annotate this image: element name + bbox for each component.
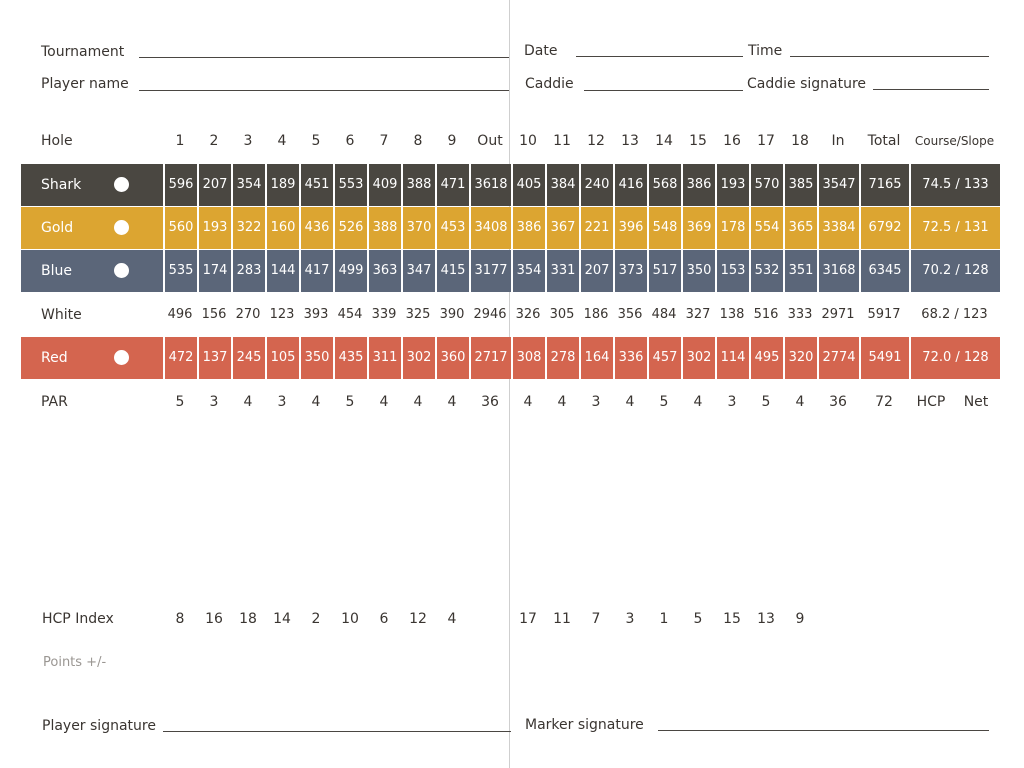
header-col-out: Out [477,133,503,149]
yardage-cell: 351 [783,250,817,292]
yardage-cell: 311 [367,337,401,379]
tournament-field[interactable] [139,57,509,58]
yardage-cell: 153 [715,250,749,292]
hcp-index-cell: 2 [311,611,321,627]
fold-line [509,0,510,768]
header-col-16: 16 [723,133,741,149]
hcp-index-cell: 5 [693,611,703,627]
par-cell: 4 [625,394,635,410]
yardage-cell: 240 [579,164,613,206]
header-col-total: Total [867,133,901,149]
yardage-cell: 3168 [817,250,859,292]
tee-row-red [21,337,1000,379]
yardage-cell: 3408 [469,207,511,249]
player-signature-field[interactable] [163,731,511,732]
yardage-cell: 367 [545,207,579,249]
yardage-cell: 435 [333,337,367,379]
yardage-cell: 6792 [859,207,909,249]
player-name-label: Player name [41,76,129,92]
yardage-cell: 388 [401,164,435,206]
header-col-3: 3 [243,133,253,149]
yardage-cell: 472 [163,337,197,379]
yardage-cell: 360 [435,337,469,379]
yardage-cell: 245 [231,337,265,379]
caddie-signature-field[interactable] [873,89,989,90]
yardage-cell: 105 [265,337,299,379]
header-col-9: 9 [447,133,457,149]
header-col-15: 15 [689,133,707,149]
yardage-cell: 471 [435,164,469,206]
header-col-11: 11 [553,133,571,149]
par-cell: 4 [693,394,703,410]
yardage-cell: 123 [269,307,295,322]
yardage-cell: 72.0 / 128 [909,337,1000,379]
player-signature-label: Player signature [42,718,156,734]
yardage-cell: 517 [647,250,681,292]
header-col-6: 6 [345,133,355,149]
yardage-cell: 2946 [473,307,507,322]
yardage-cell: 548 [647,207,681,249]
hcp-index-label: HCP Index [42,611,114,627]
tee-marker-dot [114,220,129,235]
yardage-cell: 325 [405,307,431,322]
yardage-cell: 270 [235,307,261,322]
header-col-4: 4 [277,133,287,149]
hcp-index-cell: 6 [379,611,389,627]
yardage-cell: 3384 [817,207,859,249]
par-cell: 5 [761,394,771,410]
header-col-in: In [831,133,845,149]
yardage-cell: 189 [265,164,299,206]
par-cell: 3 [209,394,219,410]
par-cell: 3 [727,394,737,410]
yardage-cell: 178 [715,207,749,249]
date-label: Date [524,43,558,59]
yardage-cell: 365 [783,207,817,249]
par-cell: 3 [591,394,601,410]
yardage-cell: 396 [613,207,647,249]
tee-marker-dot [114,350,129,365]
yardage-cell: 2971 [821,307,855,322]
yardage-cell: 331 [545,250,579,292]
yardage-cell: 72.5 / 131 [909,207,1000,249]
yardage-cell: 369 [681,207,715,249]
header-col-14: 14 [655,133,673,149]
par-cell: 4 [557,394,567,410]
par-cell: 36 [829,394,847,410]
hcp-index-cell: 15 [723,611,741,627]
hcp-index-cell: 13 [757,611,775,627]
yardage-cell: 160 [265,207,299,249]
hcp-index-cell: 8 [175,611,185,627]
yardage-cell: 302 [681,337,715,379]
yardage-cell: 388 [367,207,401,249]
tee-name: Blue [41,263,72,279]
yardage-cell: 278 [545,337,579,379]
tee-name: Gold [41,220,74,236]
header-col-18: 18 [791,133,809,149]
yardage-cell: 6345 [859,250,909,292]
yardage-cell: 333 [787,307,813,322]
yardage-cell: 70.2 / 128 [909,250,1000,292]
header-col-5: 5 [311,133,321,149]
yardage-cell: 363 [367,250,401,292]
yardage-cell: 339 [371,307,397,322]
tee-row-blue [21,250,1000,292]
yardage-cell: 384 [545,164,579,206]
marker-signature-field[interactable] [658,730,989,731]
yardage-cell: 3547 [817,164,859,206]
yardage-cell: 193 [197,207,231,249]
points-label: Points +/- [43,655,107,670]
yardage-cell: 526 [333,207,367,249]
yardage-cell: 186 [583,307,609,322]
yardage-cell: 553 [333,164,367,206]
header-col-8: 8 [413,133,423,149]
net-header: Net [963,394,989,410]
hole-header: Hole [41,133,73,149]
tee-marker-dot [114,263,129,278]
time-field[interactable] [790,56,989,57]
par-cell: 5 [345,394,355,410]
yardage-cell: 354 [511,250,545,292]
yardage-cell: 405 [511,164,545,206]
par-label: PAR [41,394,68,410]
yardage-cell: 320 [783,337,817,379]
yardage-cell: 322 [231,207,265,249]
hcp-index-cell: 7 [591,611,601,627]
player-name-field[interactable] [139,90,509,91]
yardage-cell: 386 [681,164,715,206]
yardage-cell: 451 [299,164,333,206]
par-cell: 5 [659,394,669,410]
yardage-cell: 568 [647,164,681,206]
yardage-cell: 3618 [469,164,511,206]
hcp-index-cell: 17 [519,611,537,627]
par-cell: 4 [523,394,533,410]
hcp-index-cell: 9 [795,611,805,627]
caddie-signature-label: Caddie signature [747,76,867,92]
yardage-cell: 144 [265,250,299,292]
yardage-cell: 535 [163,250,197,292]
hcp-index-cell: 4 [447,611,457,627]
yardage-cell: 283 [231,250,265,292]
tee-name: Red [41,350,68,366]
hcp-header: HCP [916,394,946,410]
hcp-index-cell: 16 [205,611,223,627]
header-col-course-slope: Course/Slope [914,134,995,148]
par-cell: 4 [311,394,321,410]
yardage-cell: 207 [579,250,613,292]
header-col-1: 1 [175,133,185,149]
header-col-7: 7 [379,133,389,149]
yardage-cell: 436 [299,207,333,249]
yardage-cell: 417 [299,250,333,292]
yardage-cell: 5917 [867,307,901,322]
yardage-cell: 326 [515,307,541,322]
header-col-12: 12 [587,133,605,149]
yardage-cell: 221 [579,207,613,249]
yardage-cell: 454 [337,307,363,322]
yardage-cell: 554 [749,207,783,249]
par-cell: 4 [795,394,805,410]
caddie-label: Caddie [525,76,574,92]
par-cell: 4 [379,394,389,410]
yardage-cell: 207 [197,164,231,206]
hcp-index-cell: 18 [239,611,257,627]
header-col-10: 10 [519,133,537,149]
tee-row-white [21,294,1000,336]
hcp-index-cell: 12 [409,611,427,627]
yardage-cell: 416 [613,164,647,206]
caddie-field[interactable] [584,90,743,91]
yardage-cell: 114 [715,337,749,379]
par-row [0,391,1024,413]
yardage-cell: 532 [749,250,783,292]
par-cell: 5 [175,394,185,410]
yardage-cell: 74.5 / 133 [909,164,1000,206]
tee-row-shark [21,164,1000,206]
yardage-cell: 390 [439,307,465,322]
header-col-13: 13 [621,133,639,149]
yardage-cell: 350 [299,337,333,379]
yardage-cell: 347 [401,250,435,292]
yardage-cell: 174 [197,250,231,292]
yardage-cell: 2774 [817,337,859,379]
yardage-cell: 495 [749,337,783,379]
par-cell: 4 [243,394,253,410]
par-cell: 36 [481,394,499,410]
par-cell: 4 [413,394,423,410]
hcp-index-cell: 11 [553,611,571,627]
yardage-cell: 336 [613,337,647,379]
yardage-cell: 386 [511,207,545,249]
hcp-index-cell: 14 [273,611,291,627]
yardage-cell: 7165 [859,164,909,206]
yardage-cell: 356 [617,307,643,322]
yardage-cell: 193 [715,164,749,206]
tee-row-gold [21,207,1000,249]
hcp-index-cell: 1 [659,611,669,627]
hcp-index-cell: 10 [341,611,359,627]
yardage-cell: 516 [753,307,779,322]
par-cell: 4 [447,394,457,410]
yardage-cell: 457 [647,337,681,379]
yardage-cell: 370 [401,207,435,249]
par-cell: 3 [277,394,287,410]
yardage-cell: 350 [681,250,715,292]
tee-name: Shark [41,177,82,193]
yardage-cell: 453 [435,207,469,249]
header-col-2: 2 [209,133,219,149]
hcp-index-row [0,608,1024,630]
date-field[interactable] [576,56,743,57]
tee-marker-dot [114,177,129,192]
yardage-cell: 2717 [469,337,511,379]
tournament-label: Tournament [41,44,125,60]
yardage-cell: 393 [303,307,329,322]
yardage-cell: 164 [579,337,613,379]
header-col-17: 17 [757,133,775,149]
yardage-cell: 596 [163,164,197,206]
yardage-cell: 496 [167,307,193,322]
yardage-cell: 138 [719,307,745,322]
par-cell: 72 [875,394,893,410]
yardage-cell: 385 [783,164,817,206]
yardage-cell: 3177 [469,250,511,292]
marker-signature-label: Marker signature [525,717,644,733]
yardage-cell: 308 [511,337,545,379]
yardage-cell: 302 [401,337,435,379]
yardage-cell: 68.2 / 123 [921,307,988,322]
yardage-cell: 484 [651,307,677,322]
time-label: Time [748,43,783,59]
yardage-cell: 570 [749,164,783,206]
yardage-cell: 373 [613,250,647,292]
yardage-cell: 5491 [859,337,909,379]
yardage-cell: 156 [201,307,227,322]
yardage-cell: 305 [549,307,575,322]
yardage-cell: 354 [231,164,265,206]
hcp-index-cell: 3 [625,611,635,627]
yardage-cell: 415 [435,250,469,292]
yardage-cell: 560 [163,207,197,249]
yardage-cell: 137 [197,337,231,379]
tee-name: White [41,307,82,323]
yardage-cell: 409 [367,164,401,206]
yardage-cell: 327 [685,307,711,322]
yardage-cell: 499 [333,250,367,292]
